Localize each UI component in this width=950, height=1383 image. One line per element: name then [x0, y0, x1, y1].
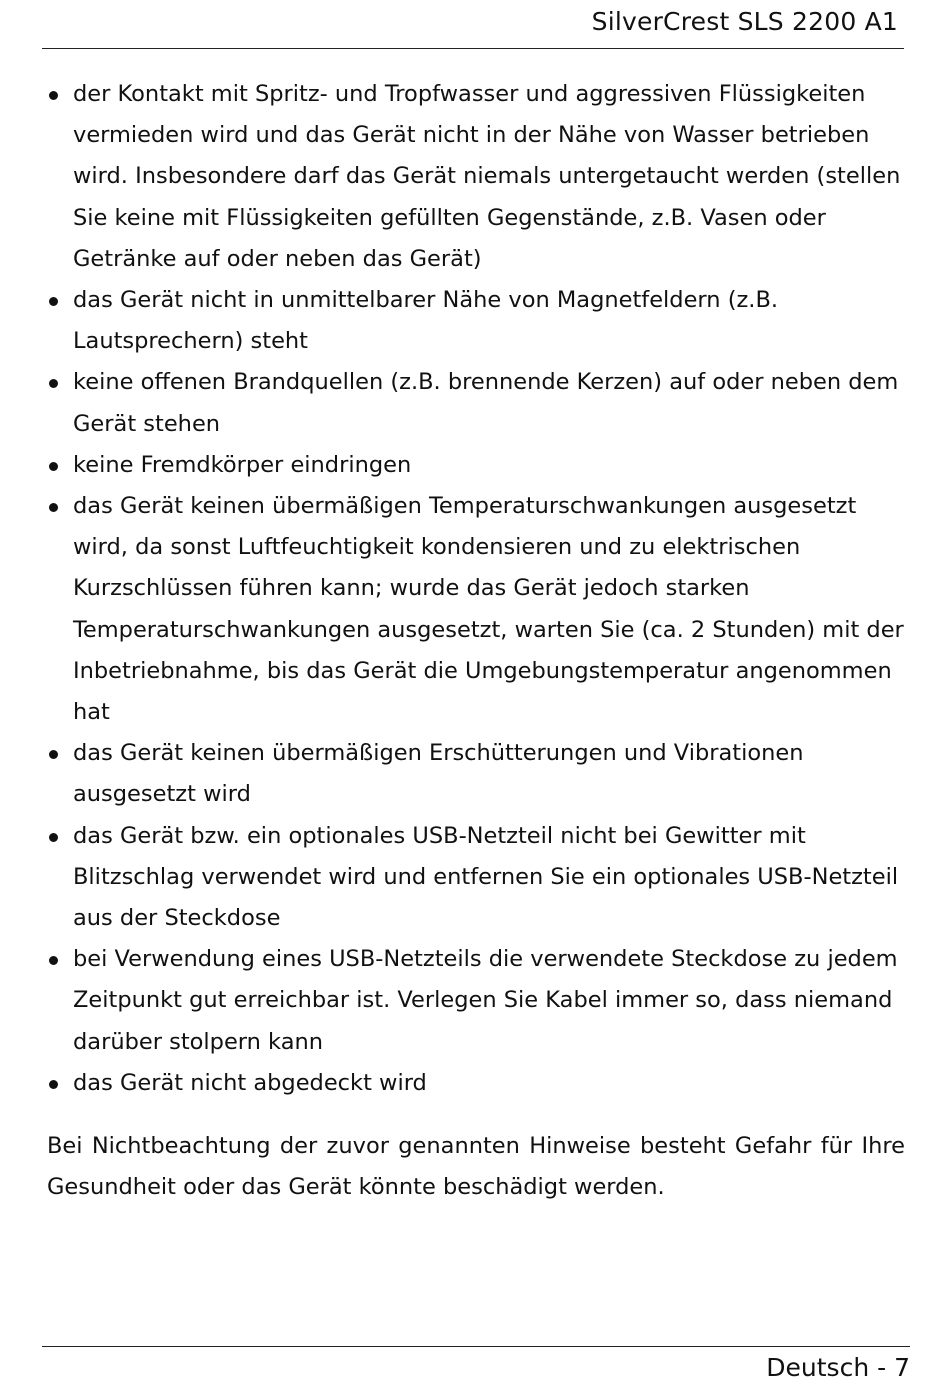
- list-item-text: keine Fremdkörper eindringen: [73, 451, 412, 478]
- list-item-text: der Kontakt mit Spritz- und Tropfwasser und aggressiven Flüssigkeiten vermieden wird und das Gerät nicht in der Nähe von Wasser betrieben wird. Insbesondere darf das Gerät niemals untergetaucht werden (stellen Sie keine mit Flüssigkeiten gefüllten Gegenstände, z.B. Vasen oder Getränke auf oder neben das Gerät): [73, 81, 901, 272]
- list-item: [47, 939, 905, 1063]
- bullet-icon: [49, 379, 58, 388]
- list-item: [47, 74, 905, 280]
- bullet-icon: [49, 833, 58, 842]
- document-title: SilverCrest SLS 2200 A1: [591, 7, 898, 36]
- page-footer: [42, 1346, 910, 1383]
- page-header: [42, 0, 904, 49]
- bullet-icon: [49, 1080, 58, 1089]
- bullet-icon: [49, 91, 58, 100]
- safety-bullet-list: [47, 74, 905, 1104]
- list-item-text: das Gerät keinen übermäßigen Erschütterungen und Vibrationen ausgesetzt wird: [73, 740, 804, 808]
- page-content: [47, 74, 905, 1208]
- bullet-icon: [49, 297, 58, 306]
- page-number: Deutsch - 7: [766, 1353, 910, 1382]
- bullet-icon: [49, 750, 58, 759]
- list-item: [47, 816, 905, 940]
- list-item-text: das Gerät keinen übermäßigen Temperaturschwankungen ausgesetzt wird, da sonst Luftfeuchtigkeit kondensieren und zu elektrischen Kurzschlüssen führen kann; wurde das Gerät jedoch starken Temperaturschwankungen ausgesetzt, warten Sie (ca. 2 Stunden) mit der Inbetriebnahme, bis das Gerät die Umgebungstemperatur angenommen hat: [73, 493, 904, 726]
- list-item: [47, 280, 905, 362]
- list-item: [47, 1063, 905, 1104]
- list-item-text: keine offenen Brandquellen (z.B. brennende Kerzen) auf oder neben dem Gerät stehen: [73, 369, 899, 437]
- list-item-text: das Gerät bzw. ein optionales USB-Netzteil nicht bei Gewitter mit Blitzschlag verwendet wird und entfernen Sie ein optionales USB-Netzteil aus der Steckdose: [73, 822, 899, 932]
- list-item: [47, 445, 905, 486]
- bullet-icon: [49, 503, 58, 512]
- list-item-text: das Gerät nicht in unmittelbarer Nähe von Magnetfeldern (z.B. Lautsprechern) steht: [73, 287, 779, 355]
- list-item: [47, 486, 905, 733]
- list-item-text: das Gerät nicht abgedeckt wird: [73, 1069, 427, 1096]
- list-item: [47, 362, 905, 444]
- bullet-icon: [49, 462, 58, 471]
- warning-paragraph: Bei Nichtbeachtung der zuvor genannten Hinweise besteht Gefahr für Ihre Gesundheit oder das Gerät könnte beschädigt werden.: [47, 1133, 905, 1201]
- list-item: [47, 733, 905, 815]
- list-item-text: bei Verwendung eines USB-Netzteils die verwendete Steckdose zu jedem Zeitpunkt gut erreichbar ist. Verlegen Sie Kabel immer so, dass niemand darüber stolpern kann: [73, 946, 898, 1055]
- bullet-icon: [49, 956, 58, 965]
